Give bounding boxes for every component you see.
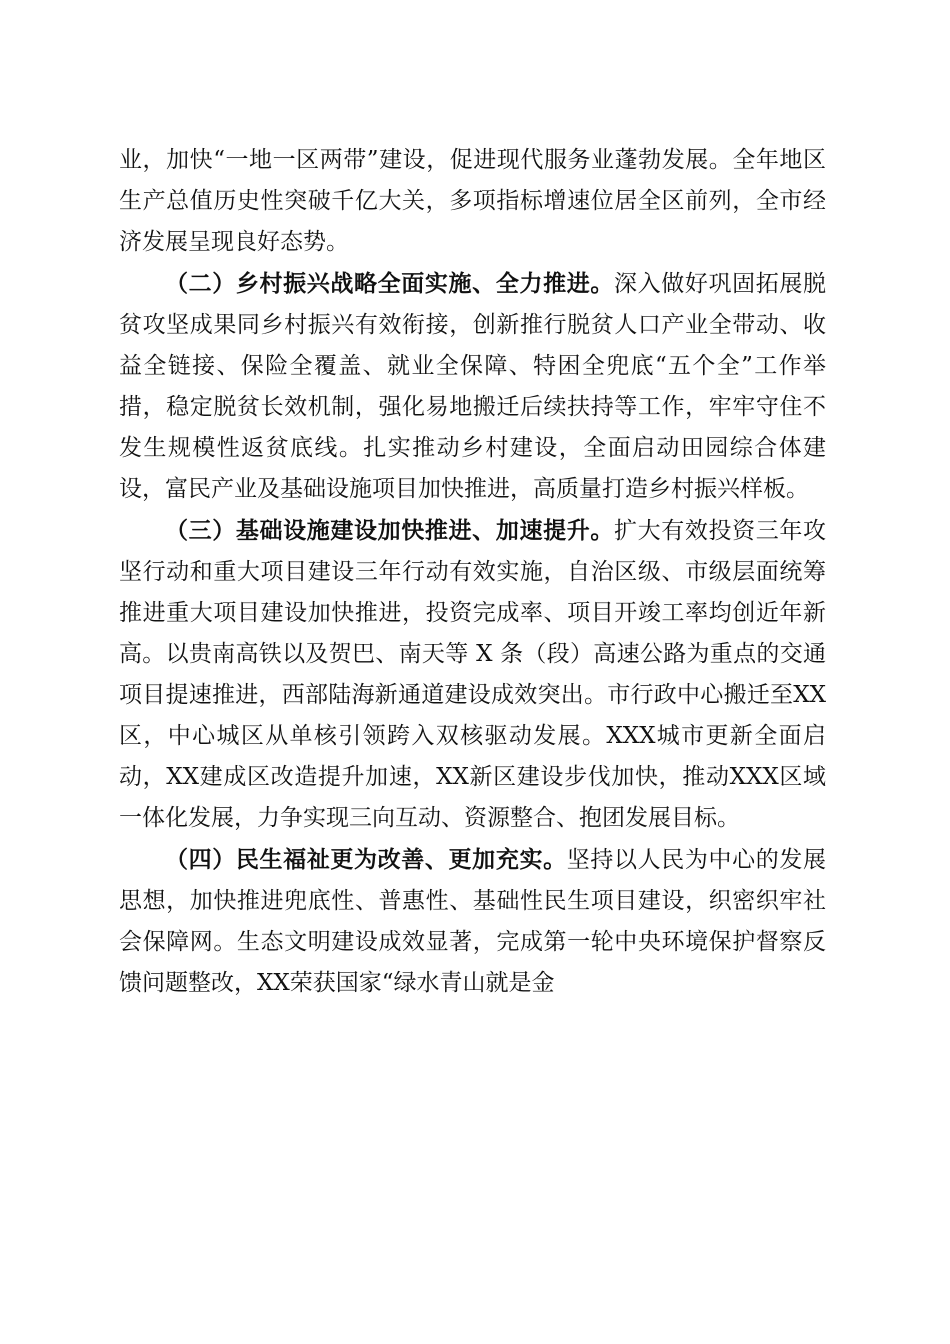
paragraph-rural-revitalization [119, 263, 826, 510]
section-heading-livelihood: （四）民生福祉更为改善、更加充实。 [165, 846, 567, 873]
paragraph-body: 业，加快“一地一区两带”建设，促进现代服务业蓬勃发展。全年地区生产总值历史性突破千亿大关，多项指标增速位居全区前列，全市经济发展呈现良好态势。 [119, 147, 826, 255]
section-heading-infrastructure: （三）基础设施建设加快推进、加速提升。 [165, 517, 614, 544]
paragraph-livelihood [119, 839, 826, 1004]
paragraph-body: 深入做好巩固拓展脱贫攻坚成果同乡村振兴有效衔接，创新推行脱贫人口产业全带动、收益全链接、保险全覆盖、就业全保障、特困全兜底“五个全”工作举措，稳定脱贫长效机制，强化易地搬迁后续扶持等工作，牢牢守住不发生规模性返贫底线。扎实推动乡村建设，全面启动田园综合体建设，富民产业及基础设施项目加快推进，高质量打造乡村振兴样板。 [119, 271, 827, 502]
paragraph-economy-continued [119, 140, 826, 263]
paragraph-body: 扩大有效投资三年攻坚行动和重大项目建设三年行动有效实施，自治区级、市级层面统筹推进重大项目建设加快推进，投资完成率、项目开竣工率均创近年新高。以贵南高铁以及贺巴、南天等 X 条（段）高速公路为重点的交通项目提速推进，西部陆海新通道建设成效突出。市行政中心搬迁至XX区，中心城区从单核引领跨入双核驱动发展。XXX城市更新全面启动，XX建成区改造提升加速，XX新区建设步伐加快，推动XXX区域一体化发展，力争实现三向互动、资源整合、抱团发展目标。 [119, 518, 827, 831]
paragraph-infrastructure [119, 510, 826, 839]
section-heading-rural-revitalization: （二）乡村振兴战略全面实施、全力推进。 [165, 270, 614, 297]
document-body [119, 140, 826, 1004]
paragraph-body: 坚持以人民为中心的发展思想，加快推进兜底性、普惠性、基础性民生项目建设，织密织牢社会保障网。生态文明建设成效显著，完成第一轮中央环境保护督察反馈问题整改，XX荣获国家“绿水青山就是金 [119, 847, 827, 996]
